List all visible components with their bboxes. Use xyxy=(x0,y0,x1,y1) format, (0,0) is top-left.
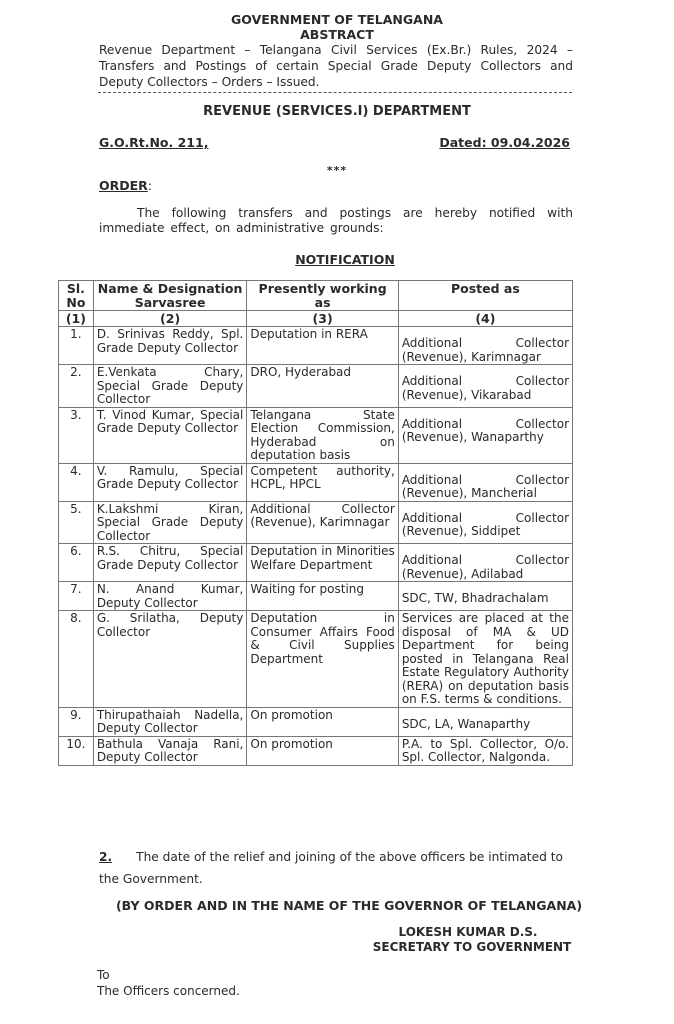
column-header-posted-as: Posted as xyxy=(398,281,572,311)
column-number-2: (2) xyxy=(93,311,247,327)
row-presently-working: Competent authority, HCPL, HPCL xyxy=(247,463,398,501)
order-colon: : xyxy=(147,178,153,193)
paragraph-2-number: 2. xyxy=(99,850,113,864)
recipients: The Officers concerned. xyxy=(97,984,240,998)
row-name-designation: G. Srilatha, Deputy Collector xyxy=(93,611,247,708)
row-posted-as: Additional Collector (Revenue), Mancherial xyxy=(398,463,572,501)
by-order-line: (BY ORDER AND IN THE NAME OF THE GOVERNOR OF TELANGANA) xyxy=(115,898,583,913)
department-heading: REVENUE (SERVICES.I) DEPARTMENT xyxy=(203,104,471,119)
row-posted-as: SDC, LA, Wanaparthy xyxy=(398,707,572,736)
row-sl-no: 1. xyxy=(59,327,94,365)
table-row xyxy=(59,501,573,544)
row-name-designation: N. Anand Kumar, Deputy Collector xyxy=(93,582,247,611)
separator-stars: *** xyxy=(326,164,348,177)
row-sl-no: 3. xyxy=(59,407,94,463)
subject-text: Revenue Department – Telangana Civil Services (Ex.Br.) Rules, 2024 – Transfers and Postings of certain Special Grade Deputy Collectors and Deputy Collectors – Orders – Issued. xyxy=(99,43,573,89)
row-sl-no: 6. xyxy=(59,544,94,582)
row-sl-no: 10. xyxy=(59,736,94,765)
row-name-designation: Thirupathaiah Nadella, Deputy Collector xyxy=(93,707,247,736)
column-header-presently-working: Presently working as xyxy=(247,281,398,311)
row-posted-as: Additional Collector (Revenue), Adilabad xyxy=(398,544,572,582)
row-name-designation: R.S. Chitru, Special Grade Deputy Collector xyxy=(93,544,247,582)
paragraph-2-text: The date of the relief and joining of the above officers be intimated to the Government. xyxy=(99,850,563,886)
row-posted-as: Additional Collector (Revenue), Karimnagar xyxy=(398,327,572,365)
column-header-name: Name & Designation Sarvasree xyxy=(93,281,247,311)
table-row xyxy=(59,707,573,736)
column-header-sl-no: Sl. No xyxy=(59,281,94,311)
row-posted-as: Additional Collector (Revenue), Vikarabad xyxy=(398,365,572,408)
government-heading: GOVERNMENT OF TELANGANA xyxy=(231,12,443,27)
row-presently-working: On promotion xyxy=(247,707,398,736)
table-row xyxy=(59,582,573,611)
row-name-designation: Bathula Vanaja Rani, Deputy Collector xyxy=(93,736,247,765)
table-row xyxy=(59,327,573,365)
order-intro-paragraph: The following transfers and postings are hereby notified with immediate effect, on administrative grounds: xyxy=(99,206,573,235)
row-presently-working: Telangana State Election Commission, Hyderabad on deputation basis xyxy=(247,407,398,463)
row-posted-as: Additional Collector (Revenue), Siddipet xyxy=(398,501,572,544)
table-row xyxy=(59,365,573,408)
table-row xyxy=(59,611,573,708)
order-label xyxy=(99,178,152,193)
row-presently-working: Deputation in Consumer Affairs Food & Civil Supplies Department xyxy=(247,611,398,708)
row-sl-no: 9. xyxy=(59,707,94,736)
abstract-heading: ABSTRACT xyxy=(300,27,374,42)
order-label-text: ORDER xyxy=(99,178,148,193)
row-presently-working: Deputation in Minorities Welfare Department xyxy=(247,544,398,582)
row-posted-as: Services are placed at the disposal of MA & UD Department for being posted in Telangana Real Estate Regulatory Authority (RERA) on deputation basis on F.S. terms & conditions. xyxy=(398,611,572,708)
row-sl-no: 8. xyxy=(59,611,94,708)
row-posted-as: Additional Collector (Revenue), Wanaparthy xyxy=(398,407,572,463)
row-sl-no: 7. xyxy=(59,582,94,611)
signatory-title: SECRETARY TO GOVERNMENT xyxy=(372,940,572,954)
row-presently-working: On promotion xyxy=(247,736,398,765)
to-label: To xyxy=(97,968,110,982)
column-number-4: (4) xyxy=(398,311,572,327)
row-presently-working: Waiting for posting xyxy=(247,582,398,611)
table-row xyxy=(59,407,573,463)
postings-table xyxy=(58,280,573,766)
order-date: Dated: 09.04.2026 xyxy=(439,135,570,150)
go-number: G.O.Rt.No. 211, xyxy=(99,135,209,150)
column-number-row xyxy=(59,311,573,327)
row-posted-as: SDC, TW, Bhadrachalam xyxy=(398,582,572,611)
row-name-designation: E.Venkata Chary, Special Grade Deputy Collector xyxy=(93,365,247,408)
row-name-designation: T. Vinod Kumar, Special Grade Deputy Collector xyxy=(93,407,247,463)
row-presently-working: Deputation in RERA xyxy=(247,327,398,365)
row-sl-no: 2. xyxy=(59,365,94,408)
row-presently-working: DRO, Hyderabad xyxy=(247,365,398,408)
row-name-designation: K.Lakshmi Kiran, Special Grade Deputy Collector xyxy=(93,501,247,544)
signatory-name: LOKESH KUMAR D.S. xyxy=(398,925,538,939)
table-row xyxy=(59,736,573,765)
column-number-1: (1) xyxy=(59,311,94,327)
notification-heading: NOTIFICATION xyxy=(295,252,395,267)
row-sl-no: 4. xyxy=(59,463,94,501)
paragraph-2 xyxy=(99,846,573,890)
row-posted-as: P.A. to Spl. Collector, O/o. Spl. Collector, Nalgonda. xyxy=(398,736,572,765)
column-number-3: (3) xyxy=(247,311,398,327)
row-name-designation: V. Ramulu, Special Grade Deputy Collector xyxy=(93,463,247,501)
table-row xyxy=(59,463,573,501)
dashed-divider xyxy=(98,92,572,93)
row-name-designation: D. Srinivas Reddy, Spl. Grade Deputy Collector xyxy=(93,327,247,365)
row-sl-no: 5. xyxy=(59,501,94,544)
table-row xyxy=(59,544,573,582)
row-presently-working: Additional Collector (Revenue), Karimnagar xyxy=(247,501,398,544)
table-header-row xyxy=(59,281,573,311)
